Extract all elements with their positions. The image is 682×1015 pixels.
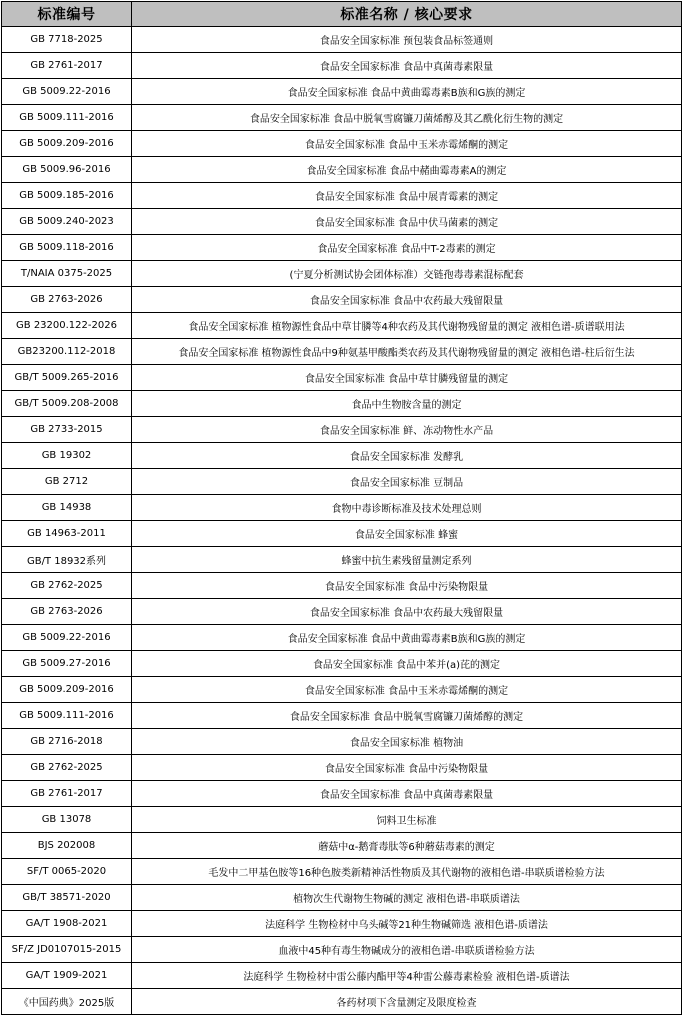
standard-name-cell: 食品安全国家标准 植物油 [132,729,682,755]
table-row [2,287,682,313]
standard-code-cell: 《中国药典》2025版 [2,989,132,1015]
standard-name-cell: 食品安全国家标准 食品中污染物限量 [132,573,682,599]
standard-code-cell: GB 5009.240-2023 [2,209,132,235]
standard-name-cell: 食品安全国家标准 食品中展青霉素的测定 [132,183,682,209]
standard-name-cell: 食品安全国家标准 食品中农药最大残留限量 [132,599,682,625]
standards-table [1,1,682,1015]
standard-name-cell: 食品安全国家标准 植物源性食品中草甘膦等4种农药及其代谢物残留量的测定 液相色谱-质谱联用法 [132,313,682,339]
standard-code-cell: GB 5009.96-2016 [2,157,132,183]
table-row [2,469,682,495]
table-row [2,209,682,235]
standard-name-cell: 食品安全国家标准 食品中黄曲霉毒素B族和G族的测定 [132,79,682,105]
table-row [2,651,682,677]
standard-name-cell: 食品安全国家标准 食品中真菌毒素限量 [132,53,682,79]
standard-code-cell: SF/Z JD0107015-2015 [2,937,132,963]
standard-name-cell: 蜂蜜中抗生素残留量测定系列 [132,547,682,573]
table-row [2,417,682,443]
standard-name-cell: 蘑菇中α-鹅膏毒肽等6种蘑菇毒素的测定 [132,833,682,859]
table-row [2,79,682,105]
standard-code-cell: GB 2763-2026 [2,287,132,313]
standard-name-cell: 食品安全国家标准 食品中污染物限量 [132,755,682,781]
standard-code-cell: GB 14963-2011 [2,521,132,547]
standard-code-cell: GB 23200.122-2026 [2,313,132,339]
table-row [2,833,682,859]
standard-code-cell: GB 2762-2025 [2,755,132,781]
standard-code-cell: GB 5009.185-2016 [2,183,132,209]
standard-code-cell: GB 2761-2017 [2,53,132,79]
standard-name-cell: 食品安全国家标准 蜂蜜 [132,521,682,547]
standard-code-cell: GB 2712 [2,469,132,495]
standard-code-cell: GB/T 5009.208-2008 [2,391,132,417]
table-row [2,365,682,391]
table-row [2,911,682,937]
standard-name-cell: 食品安全国家标准 食品中真菌毒素限量 [132,781,682,807]
table-row [2,131,682,157]
table-row [2,495,682,521]
standard-name-cell: 各药材项下含量测定及限度检查 [132,989,682,1015]
standard-code-cell: GB 2733-2015 [2,417,132,443]
table-row [2,989,682,1015]
table-row [2,755,682,781]
standard-code-cell: GB 5009.22-2016 [2,625,132,651]
header-standard-code: 标准编号 [2,2,132,27]
table-row [2,937,682,963]
standard-name-cell: 食品安全国家标准 豆制品 [132,469,682,495]
table-body [2,27,682,1015]
standard-code-cell: GB/T 38571-2020 [2,885,132,911]
standard-code-cell: GB 5009.209-2016 [2,677,132,703]
table-row [2,339,682,365]
standard-name-cell: 食品安全国家标准 食品中黄曲霉毒素B族和G族的测定 [132,625,682,651]
standard-name-cell: 食品安全国家标准 食品中赭曲霉毒素A的测定 [132,157,682,183]
table-row [2,443,682,469]
standard-name-cell: 食品安全国家标准 食品中脱氧雪腐镰刀菌烯醇及其乙酰化衍生物的测定 [132,105,682,131]
standard-code-cell: GB/T 5009.265-2016 [2,365,132,391]
standard-name-cell: 食品安全国家标准 食品中玉米赤霉烯酮的测定 [132,677,682,703]
standard-code-cell: GB 2716-2018 [2,729,132,755]
table-row [2,963,682,989]
standard-code-cell: GB 2763-2026 [2,599,132,625]
standard-name-cell: 食品安全国家标准 食品中草甘膦残留量的测定 [132,365,682,391]
standard-name-cell: 毛发中二甲基色胺等16种色胺类新精神活性物质及其代谢物的液相色谱-串联质谱检验方法 [132,859,682,885]
standard-name-cell: 血液中45种有毒生物碱成分的液相色谱-串联质谱检验方法 [132,937,682,963]
standard-name-cell: 食品安全国家标准 植物源性食品中9种氨基甲酸酯类农药及其代谢物残留量的测定 液相色谱-柱后衍生法 [132,339,682,365]
table-row [2,859,682,885]
standard-code-cell: BJS 202008 [2,833,132,859]
standard-code-cell: GB 7718-2025 [2,27,132,53]
standard-code-cell: GB 5009.22-2016 [2,79,132,105]
standard-code-cell: SF/T 0065-2020 [2,859,132,885]
standard-code-cell: GA/T 1909-2021 [2,963,132,989]
table-row [2,885,682,911]
standard-code-cell: GB 5009.111-2016 [2,703,132,729]
table-row [2,235,682,261]
standard-code-cell: GB 5009.27-2016 [2,651,132,677]
table-row [2,703,682,729]
standard-code-cell: GB 5009.209-2016 [2,131,132,157]
standard-code-cell: GB 14938 [2,495,132,521]
standard-code-cell: GA/T 1908-2021 [2,911,132,937]
standard-name-cell: 食品安全国家标准 鲜、冻动物性水产品 [132,417,682,443]
table-row [2,183,682,209]
table-row [2,781,682,807]
standard-name-cell: 食品安全国家标准 发酵乳 [132,443,682,469]
table-row [2,53,682,79]
table-row [2,157,682,183]
table-row [2,521,682,547]
standard-code-cell: GB23200.112-2018 [2,339,132,365]
standard-name-cell: 食物中毒诊断标准及技术处理总则 [132,495,682,521]
standard-name-cell: 法庭科学 生物检材中雷公藤内酯甲等4种雷公藤毒素检验 液相色谱-质谱法 [132,963,682,989]
table-row [2,105,682,131]
standard-code-cell: GB 19302 [2,443,132,469]
standard-name-cell: 食品安全国家标准 食品中伏马菌素的测定 [132,209,682,235]
standard-code-cell: GB 2762-2025 [2,573,132,599]
table-row [2,599,682,625]
table-row [2,391,682,417]
standard-name-cell: 食品安全国家标准 食品中农药最大残留限量 [132,287,682,313]
standard-name-cell: 法庭科学 生物检材中乌头碱等21种生物碱筛选 液相色谱-质谱法 [132,911,682,937]
standard-name-cell: 饲料卫生标准 [132,807,682,833]
standard-code-cell: GB 2761-2017 [2,781,132,807]
table-header-row [2,2,682,27]
standard-code-cell: GB 13078 [2,807,132,833]
standard-name-cell: 食品安全国家标准 食品中玉米赤霉烯酮的测定 [132,131,682,157]
table-row [2,807,682,833]
standard-name-cell: 食品安全国家标准 预包装食品标签通则 [132,27,682,53]
standard-name-cell: 食品中生物胺含量的测定 [132,391,682,417]
table-row [2,261,682,287]
standard-name-cell: 植物次生代谢物生物碱的测定 液相色谱-串联质谱法 [132,885,682,911]
standard-name-cell: (宁夏分析测试协会团体标准）交链孢毒毒素混标配套 [132,261,682,287]
table-row [2,677,682,703]
table-row [2,313,682,339]
standard-code-cell: GB 5009.111-2016 [2,105,132,131]
table-row [2,547,682,573]
standard-name-cell: 食品安全国家标准 食品中脱氧雪腐镰刀菌烯醇的测定 [132,703,682,729]
standard-code-cell: T/NAIA 0375-2025 [2,261,132,287]
standard-code-cell: GB 5009.118-2016 [2,235,132,261]
table-row [2,573,682,599]
table-row [2,625,682,651]
standard-name-cell: 食品安全国家标准 食品中T-2毒素的测定 [132,235,682,261]
header-standard-name: 标准名称 / 核心要求 [132,2,682,27]
standard-name-cell: 食品安全国家标准 食品中苯并(a)芘的测定 [132,651,682,677]
standard-code-cell: GB/T 18932系列 [2,547,132,573]
table-row [2,27,682,53]
table-row [2,729,682,755]
